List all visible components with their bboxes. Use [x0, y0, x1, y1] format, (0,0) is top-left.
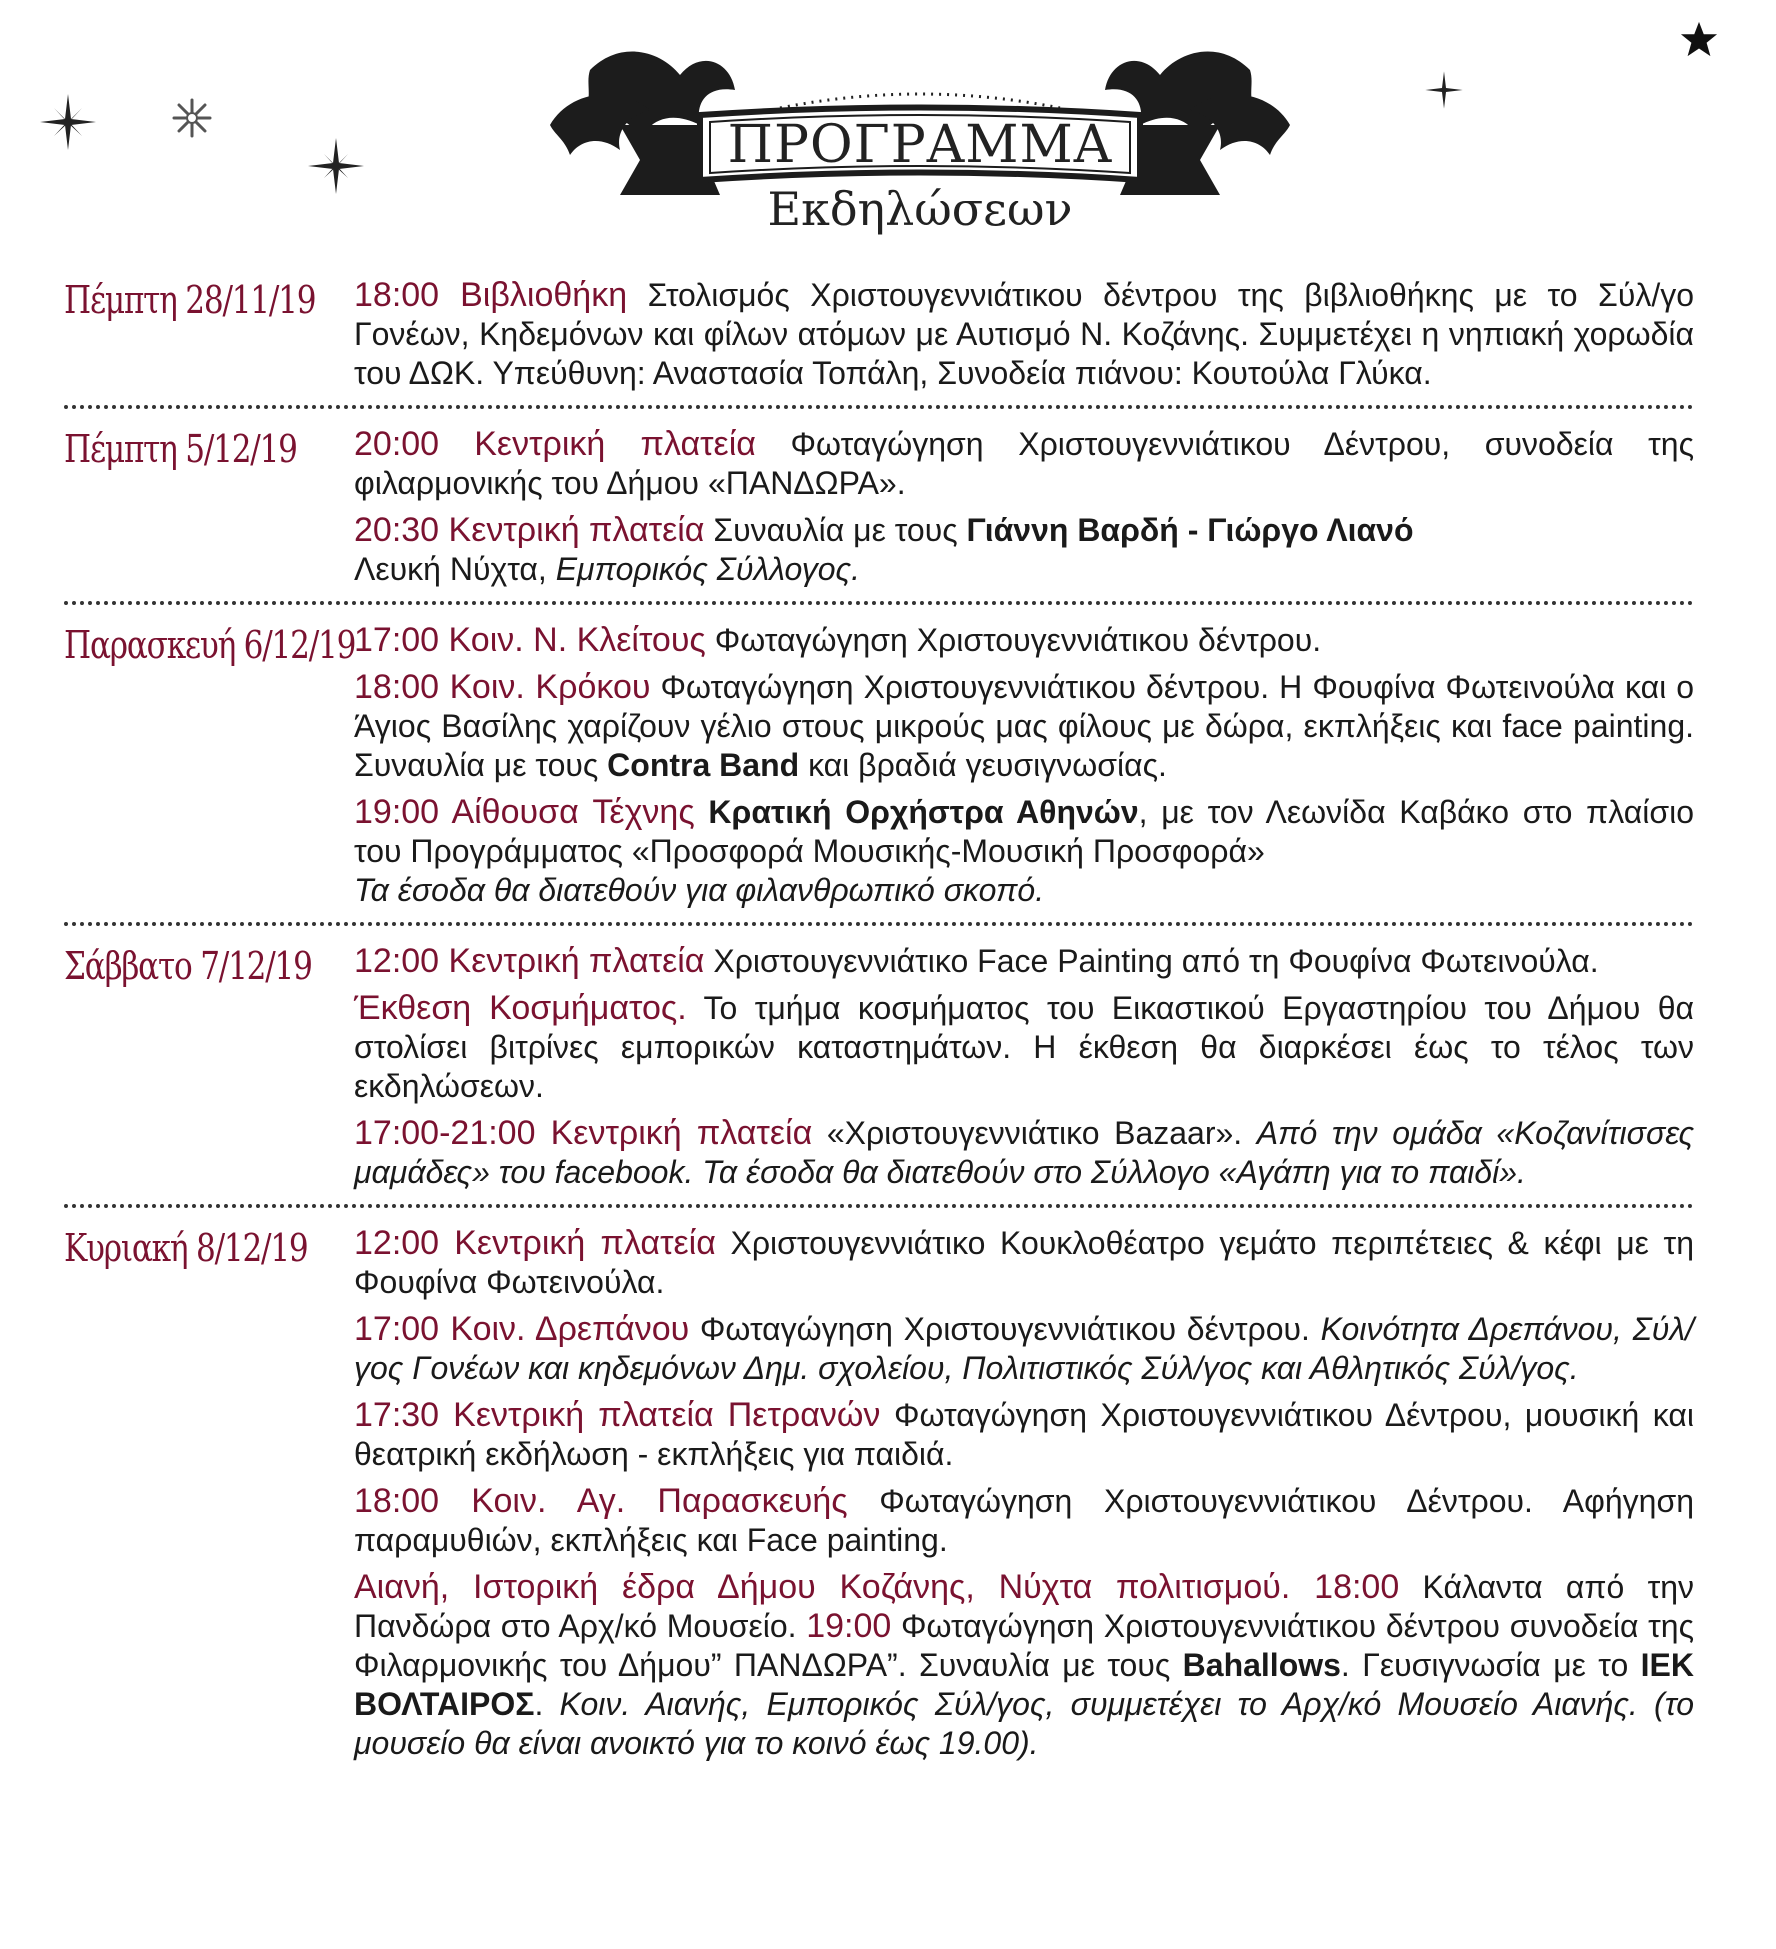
- event-entry: [354, 793, 1694, 910]
- day-entries: [354, 1224, 1694, 1763]
- event-entry: [354, 989, 1694, 1106]
- event-time-location: 20:30 Κεντρική πλατεία: [354, 511, 705, 549]
- event-time-location: 17:00-21:00 Κεντρική πλατεία: [354, 1114, 813, 1152]
- day-section: [64, 270, 1694, 409]
- event-text: .: [534, 1686, 560, 1722]
- event-text: Κοινότητα Δρεπάνου, Σύλ/γος Γονέων και κηδεμόνων Δημ. σχολείου, Πολιτιστικός Σύλ/γος και Αθλητικός Σύλ/γος.: [354, 1311, 1695, 1386]
- day-label: Σάββατο 7/12/19: [64, 944, 312, 988]
- sparkle-star-icon: [38, 92, 98, 152]
- event-time-location: 17:00 Κοιν. Ν. Κλείτους: [354, 621, 706, 659]
- day-entries: [354, 276, 1694, 393]
- event-text: Κάλαντα από την Πανδώρα στο Αρχ/κό Μουσείο.: [354, 1569, 1695, 1644]
- event-entry: [354, 1568, 1694, 1763]
- event-text: Το τμήμα κοσμήματος του Εικαστικού Εργαστηρίου του Δήμου θα στολίσει βιτρίνες εμπορικών καταστημάτων. Η έκθεση θα διαρκέσει έως το τέλος των εκδηλώσεων.: [354, 990, 1694, 1104]
- day-section: [64, 419, 1694, 605]
- event-time-location: 19:00: [806, 1607, 892, 1645]
- event-entry: [354, 1482, 1694, 1560]
- day-section: [64, 936, 1694, 1208]
- day-entries: [354, 942, 1694, 1192]
- event-text: Φωταγώγηση Χριστουγεννιάτικου δέντρου.: [705, 622, 1322, 658]
- event-time-location: 20:00 Κεντρική πλατεία: [354, 425, 756, 463]
- event-time-location: 18:00 Κοιν. Κρόκου: [354, 668, 651, 706]
- event-entry: [354, 942, 1694, 981]
- event-text: , με τον Λεωνίδα Καβάκο στο πλαίσιο του Προγράμματος «Προσφορά Μουσικής-Μουσική Προσφορά»: [354, 794, 1695, 869]
- event-time-location: 18:00 Βιβλιοθήκη: [354, 276, 628, 314]
- event-time-location: 12:00 Κεντρική πλατεία: [354, 942, 705, 980]
- event-entry: [354, 425, 1694, 503]
- event-time-location: Αιανή, Ιστορική έδρα Δήμου Κοζάνης, Νύχτα πολιτισμού. 18:00: [354, 1568, 1400, 1606]
- performer-name: Γιάννη Βαρδή - Γιώργο Λιανό: [966, 512, 1414, 548]
- event-entry: [354, 668, 1694, 785]
- event-entry: [354, 511, 1694, 589]
- performer-name: Bahallows: [1182, 1647, 1341, 1683]
- event-text: Στολισμός Χριστουγεννιάτικου δέντρου της βιβλιοθήκης με το Σύλ/γο Γονέων, Κηδεμόνων και φίλων ατόμων με Αυτισμό Ν. Κοζάνης. Συμμετέχει η νηπιακή χορωδία του ΔΩΚ. Υπεύθυνη: Αναστασία Τοπάλη, Συνοδεία πιάνου: Κουτούλα Γλύκα.: [354, 277, 1695, 391]
- event-text: Από την ομάδα «Κοζανίτισσες μαμάδες» του facebook. Τα έσοδα θα διατεθούν στο Σύλλογο «Αγάπη για το παιδί».: [354, 1115, 1694, 1190]
- event-text: Κοιν. Αιανής, Εμπορικός Σύλ/γος, συμμετέχει το Αρχ/κό Μουσείο Αιανής. (το μουσείο θα είναι ανοικτό για το κοινό έως 19.00).: [354, 1686, 1694, 1761]
- event-time-location: 17:30 Κεντρική πλατεία Πετρανών: [354, 1396, 881, 1434]
- event-entry: [354, 1114, 1694, 1192]
- sparkle-star-icon: [1424, 70, 1464, 110]
- performer-name: Κρατική Ορχήστρα Αθηνών: [708, 794, 1139, 830]
- event-text: «Χριστουγεννιάτικο Bazaar».: [812, 1115, 1257, 1151]
- event-text: . Γευσιγνωσία με το: [1340, 1647, 1641, 1683]
- day-label: Πέμπτη 5/12/19: [64, 427, 297, 471]
- star-icon: [1680, 20, 1718, 58]
- event-text: Εμπορικός Σύλλογος.: [555, 551, 860, 587]
- event-time-location: Έκθεση Κοσμήματος.: [354, 989, 687, 1027]
- event-text: και βραδιά γευσιγνωσίας.: [799, 747, 1167, 783]
- event-text: Χριστουγεννιάτικο Face Painting από τη Φουφίνα Φωτεινούλα.: [704, 943, 1599, 979]
- schedule: [64, 270, 1694, 1785]
- event-text: Φωταγώγηση Χριστουγεννιάτικου δέντρου συνοδεία της Φιλαρμονικής του Δήμου” ΠΑΝΔΩΡΑ”. Συναυλία με τους: [354, 1608, 1695, 1683]
- performer-name: ΙΕΚ ΒΟΛΤΑΙΡΟΣ: [354, 1647, 1694, 1722]
- event-entry: [354, 1224, 1694, 1302]
- event-text: Φωταγώγηση Χριστουγεννιάτικου δέντρου. Η Φουφίνα Φωτεινούλα και ο Άγιος Βασίλης χαρίζουν γέλιο στους μικρούς μας φίλους με δώρα, εκπλήξεις και face painting. Συναυλία με τους: [354, 669, 1695, 783]
- event-text: Λευκή Νύχτα,: [354, 551, 556, 587]
- day-entries: [354, 621, 1694, 910]
- day-label: Κυριακή 8/12/19: [64, 1226, 308, 1270]
- event-time-location: 17:00 Κοιν. Δρεπάνου: [354, 1310, 690, 1348]
- day-entries: [354, 425, 1694, 589]
- event-text: Χριστουγεννιάτικο Κουκλοθέατρο γεμάτο περιπέτειες & κέφι με τη Φουφίνα Φωτεινούλα.: [354, 1225, 1694, 1300]
- header-subtitle: Εκδηλώσεων: [767, 182, 1073, 236]
- event-text: Συναυλία με τους: [704, 512, 967, 548]
- event-text: Τα έσοδα θα διατεθούν για φιλανθρωπικό σκοπό.: [354, 872, 1045, 908]
- day-section: [64, 615, 1694, 926]
- event-text: Φωταγώγηση Χριστουγεννιάτικου Δέντρου, συνοδεία της φιλαρμονικής του Δήμου «ΠΑΝΔΩΡΑ».: [354, 426, 1694, 501]
- event-text: Φωταγώγηση Χριστουγεννιάτικου δέντρου.: [689, 1311, 1321, 1347]
- day-label: Πέμπτη 28/11/19: [64, 278, 316, 322]
- day-label: Παρασκευή 6/12/19: [64, 623, 356, 667]
- event-entry: [354, 276, 1694, 393]
- header-title: ΠΡΟΓΡΑΜΜΑ: [727, 115, 1113, 175]
- event-text: Φωταγώγηση Χριστουγεννιάτικου Δέντρου, μουσική και θεατρική εκδήλωση - εκπλήξεις για παιδιά.: [354, 1397, 1695, 1472]
- header-banner: [530, 30, 1310, 240]
- event-time-location: 12:00 Κεντρική πλατεία: [354, 1224, 716, 1262]
- event-entry: [354, 621, 1694, 660]
- snowflake-icon: [172, 98, 212, 138]
- event-entry: [354, 1396, 1694, 1474]
- event-text: [695, 794, 709, 830]
- event-text: Φωταγώγηση Χριστουγεννιάτικου Δέντρου. Αφήγηση παραμυθιών, εκπλήξεις και Face painting.: [354, 1483, 1695, 1558]
- event-time-location: 19:00 Αίθουσα Τέχνης: [354, 793, 695, 831]
- performer-name: Contra Band: [607, 747, 800, 783]
- event-time-location: 18:00 Κοιν. Αγ. Παρασκευής: [354, 1482, 848, 1520]
- sparkle-star-icon: [306, 136, 366, 196]
- day-section: [64, 1218, 1694, 1775]
- event-entry: [354, 1310, 1694, 1388]
